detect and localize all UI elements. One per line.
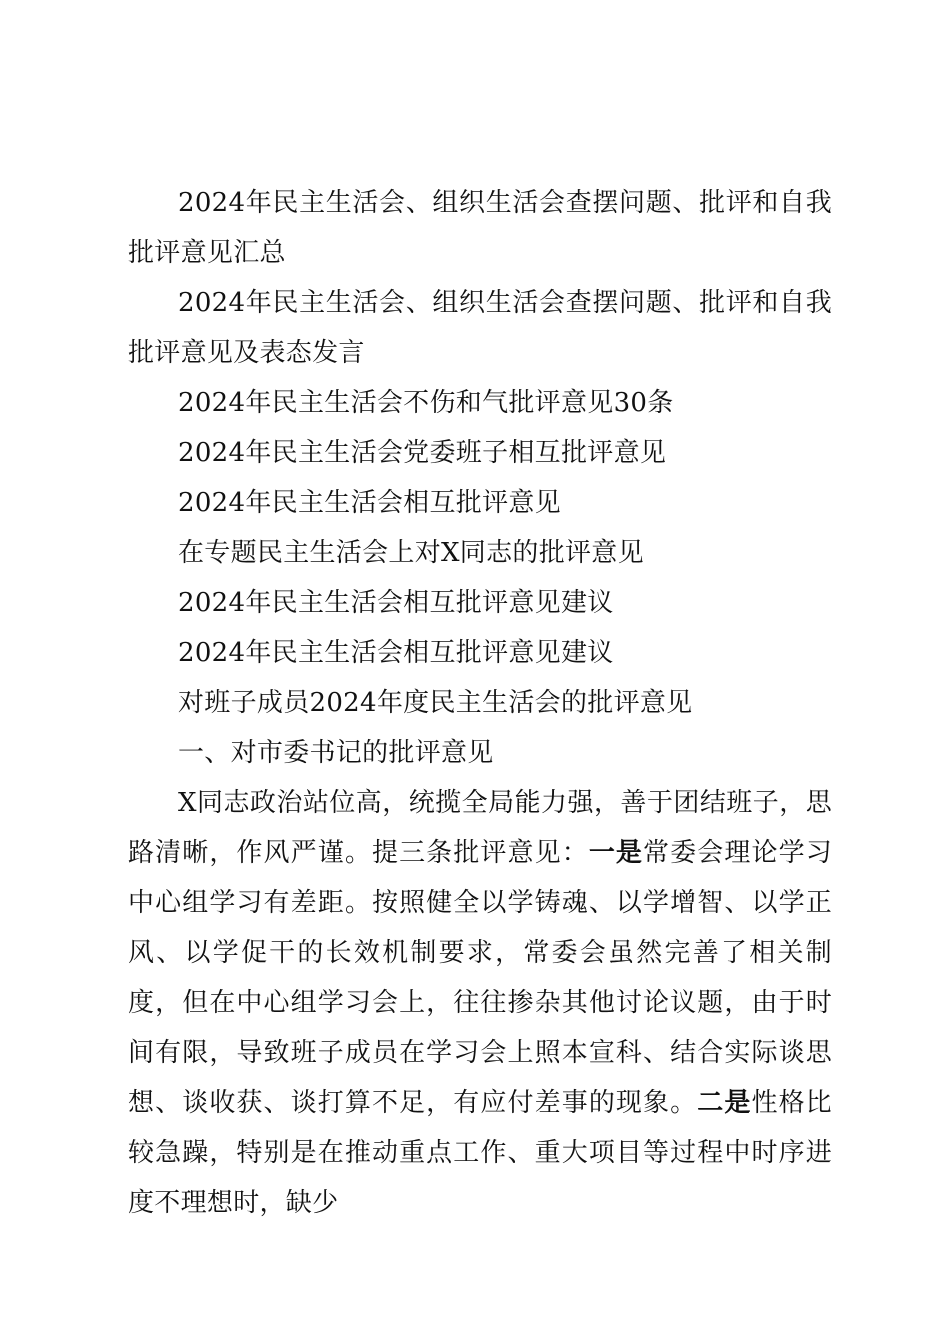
section-heading: 一、对市委书记的批评意见	[178, 738, 494, 768]
point-1-text: 常委会理论学习中心组学习有差距。按照健全以学铸魂、以学增智、以学正风、以学促干的长效机制要求，常委会虽然完善了相关制度，但在中心组学习会上，往往掺杂其他讨论议题，由于时间有限，导致班子成员在学习会上照本宣科、结合实际谈思想、谈收获、谈打算不足，有应付差事的现象。	[128, 838, 832, 1118]
toc-item: 2024年民主生活会相互批评意见	[178, 488, 561, 518]
point-2-text: 性格比较急躁，特别是在推动重点工作、重大项目等过程中时序进度不理想时，缺少	[128, 1088, 832, 1218]
toc-item: 2024年民主生活会党委班子相互批评意见	[178, 438, 667, 468]
toc-item: 2024年民主生活会不伤和气批评意见30条	[178, 388, 674, 418]
toc-item: 2024年民主生活会相互批评意见建议	[178, 638, 614, 668]
toc-item: 2024年民主生活会、组织生活会查摆问题、批评和自我批评意见汇总	[128, 188, 832, 268]
toc-item: 在专题民主生活会上对X同志的批评意见	[178, 538, 644, 568]
toc-item: 2024年民主生活会、组织生活会查摆问题、批评和自我批评意见及表态发言	[128, 288, 832, 368]
toc-item: 2024年民主生活会相互批评意见建议	[178, 588, 614, 618]
point-1-label: 一是	[588, 838, 644, 868]
toc-item: 对班子成员2024年度民主生活会的批评意见	[178, 688, 693, 718]
body-intro: X同志政治站位高，统揽全局能力强，善于团结班子，思路清晰，作风严谨。提三条批评意见：	[128, 788, 832, 868]
body-paragraph	[128, 778, 832, 1228]
point-2-label: 二是	[697, 1088, 752, 1118]
document-content	[128, 178, 832, 1228]
